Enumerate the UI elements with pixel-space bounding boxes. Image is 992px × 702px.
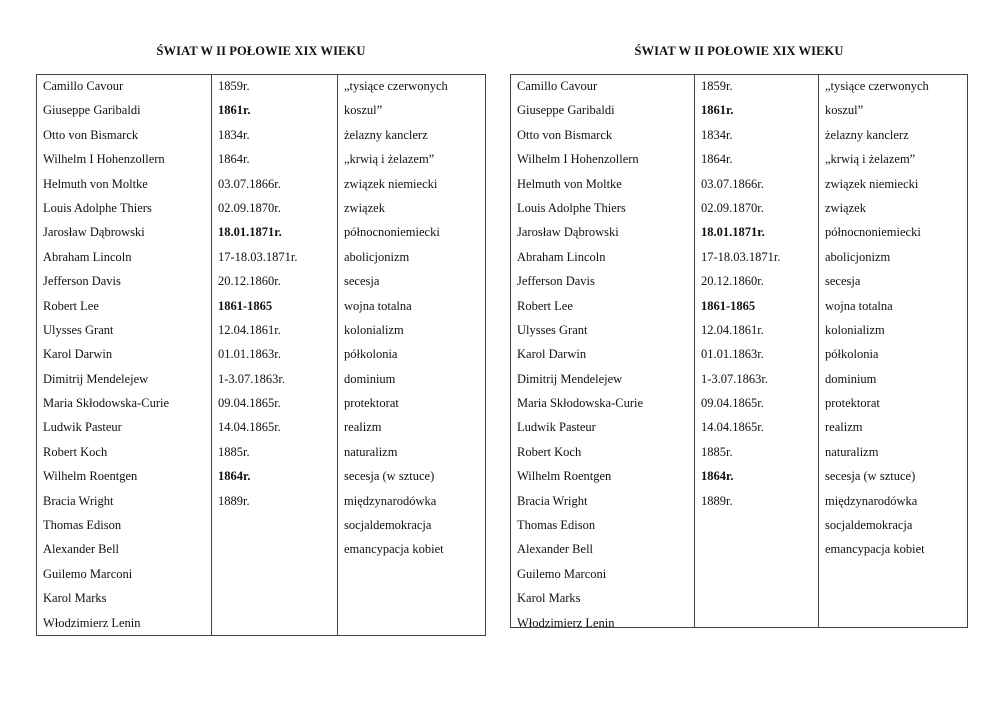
name-cell: Jefferson Davis xyxy=(43,274,121,289)
name-cell: Jefferson Davis xyxy=(517,274,595,289)
term-cell: dominium xyxy=(825,371,877,386)
name-cell: Jarosław Dąbrowski xyxy=(517,225,619,240)
date-cell: 18.01.1871r. xyxy=(701,225,765,240)
term-cell: secesja xyxy=(344,274,380,289)
name-cell: Camillo Cavour xyxy=(43,79,124,93)
term-cell: półkolonia xyxy=(344,347,398,362)
name-cell: Otto von Bismarck xyxy=(517,127,613,142)
name-cell: Alexander Bell xyxy=(43,542,120,557)
worksheet-left xyxy=(36,44,486,636)
name-cell: Bracia Wright xyxy=(43,493,114,508)
name-cell: Louis Adolphe Thiers xyxy=(517,200,626,215)
term-cell: północnoniemiecki xyxy=(825,225,921,240)
name-cell: Thomas Edison xyxy=(517,518,596,533)
terms-column xyxy=(818,75,967,627)
date-cell: 01.01.1863r. xyxy=(218,347,281,362)
date-cell: 17-18.03.1871r. xyxy=(218,249,298,264)
name-cell: Thomas Edison xyxy=(43,518,122,533)
term-cell: realizm xyxy=(344,420,382,435)
term-cell: secesja xyxy=(825,274,861,289)
date-cell: 02.09.1870r. xyxy=(218,200,281,215)
dates-column xyxy=(211,75,337,635)
date-cell: 20.12.1860r. xyxy=(218,274,281,289)
names-column xyxy=(37,75,211,635)
date-cell: 09.04.1865r. xyxy=(701,396,764,411)
date-cell: 12.04.1861r. xyxy=(701,322,764,337)
date-cell: 17-18.03.1871r. xyxy=(701,249,781,264)
date-cell: 1861r. xyxy=(701,103,734,118)
term-cell: naturalizm xyxy=(344,444,398,459)
name-cell: Robert Lee xyxy=(517,298,573,313)
date-cell: 14.04.1865r. xyxy=(218,420,281,435)
name-cell: Maria Skłodowska-Curie xyxy=(517,396,644,411)
names-column xyxy=(511,75,694,630)
name-cell: Karol Marks xyxy=(43,591,107,606)
name-cell: Louis Adolphe Thiers xyxy=(43,200,152,215)
name-cell: Otto von Bismarck xyxy=(43,127,139,142)
term-cell: kolonializm xyxy=(344,322,404,337)
term-cell: żelazny kanclerz xyxy=(344,127,428,142)
term-cell: socjaldemokracja xyxy=(825,518,913,533)
term-cell: „krwią i żelazem” xyxy=(344,152,435,167)
name-cell: Wilhelm Roentgen xyxy=(517,469,612,484)
name-cell: Ludwik Pasteur xyxy=(517,420,596,435)
term-cell: dominium xyxy=(344,371,396,386)
term-cell: protektorat xyxy=(825,396,880,411)
term-cell: „tysiące czerwonych xyxy=(344,79,448,93)
date-cell: 1861r. xyxy=(218,103,251,118)
date-cell: 1889r. xyxy=(218,493,250,508)
name-cell: Dimitrij Mendelejew xyxy=(517,371,623,386)
worksheet-table xyxy=(510,74,968,628)
date-cell: 1834r. xyxy=(701,127,733,142)
name-cell: Robert Koch xyxy=(43,444,108,459)
date-cell: 1861-1865 xyxy=(218,298,273,313)
term-cell: wojna totalna xyxy=(825,298,893,313)
term-cell: związek niemiecki xyxy=(344,176,438,191)
dates-column xyxy=(694,75,818,627)
term-cell: związek xyxy=(825,200,866,215)
name-cell: Karol Marks xyxy=(517,591,581,606)
date-cell: 1859r. xyxy=(701,79,733,93)
term-cell: secesja (w sztuce) xyxy=(825,469,916,484)
date-cell: 1864r. xyxy=(701,469,734,484)
name-cell: Abraham Lincoln xyxy=(43,249,132,264)
name-cell: Robert Koch xyxy=(517,444,582,459)
term-cell: wojna totalna xyxy=(344,298,412,313)
term-cell: kolonializm xyxy=(825,322,885,337)
name-cell: Abraham Lincoln xyxy=(517,249,606,264)
term-cell: międzynarodówka xyxy=(344,493,437,508)
name-cell: Jarosław Dąbrowski xyxy=(43,225,145,240)
name-cell: Wilhelm Roentgen xyxy=(43,469,138,484)
name-cell: Włodzimierz Lenin xyxy=(43,615,141,630)
date-cell: 09.04.1865r. xyxy=(218,396,281,411)
date-cell: 18.01.1871r. xyxy=(218,225,282,240)
worksheet-table xyxy=(36,74,486,636)
term-cell: półkolonia xyxy=(825,347,879,362)
name-cell: Wilhelm I Hohenzollern xyxy=(517,152,639,167)
date-cell: 1861-1865 xyxy=(701,298,756,313)
term-cell: emancypacja kobiet xyxy=(344,542,444,557)
date-cell: 12.04.1861r. xyxy=(218,322,281,337)
term-cell: protektorat xyxy=(344,396,399,411)
date-cell: 03.07.1866r. xyxy=(701,176,764,191)
term-cell: międzynarodówka xyxy=(825,493,918,508)
term-cell: naturalizm xyxy=(825,444,879,459)
term-cell: socjaldemokracja xyxy=(344,518,432,533)
name-cell: Ulysses Grant xyxy=(43,322,114,337)
name-cell: Giuseppe Garibaldi xyxy=(43,103,141,118)
date-cell: 02.09.1870r. xyxy=(701,200,764,215)
name-cell: Ludwik Pasteur xyxy=(43,420,122,435)
name-cell: Dimitrij Mendelejew xyxy=(43,371,149,386)
date-cell: 1864r. xyxy=(218,469,251,484)
date-cell: 03.07.1866r. xyxy=(218,176,281,191)
name-cell: Giuseppe Garibaldi xyxy=(517,103,615,118)
name-cell: Guilemo Marconi xyxy=(43,566,133,581)
date-cell: 1889r. xyxy=(701,493,733,508)
term-cell: koszul” xyxy=(825,103,864,118)
date-cell: 1-3.07.1863r. xyxy=(701,371,769,386)
term-cell: żelazny kanclerz xyxy=(825,127,909,142)
date-cell: 1885r. xyxy=(701,444,733,459)
term-cell: abolicjonizm xyxy=(825,249,891,264)
name-cell: Karol Darwin xyxy=(43,347,113,362)
date-cell: 14.04.1865r. xyxy=(701,420,764,435)
date-cell: 1864r. xyxy=(218,152,250,167)
name-cell: Guilemo Marconi xyxy=(517,566,607,581)
date-cell: 01.01.1863r. xyxy=(701,347,764,362)
terms-column xyxy=(337,75,485,635)
name-cell: Wilhelm I Hohenzollern xyxy=(43,152,165,167)
term-cell: związek xyxy=(344,200,385,215)
date-cell: 1-3.07.1863r. xyxy=(218,371,286,386)
name-cell: Helmuth von Moltke xyxy=(517,176,622,191)
term-cell: abolicjonizm xyxy=(344,249,410,264)
worksheet-title: ŚWIAT W II POŁOWIE XIX WIEKU xyxy=(634,44,844,58)
term-cell: „krwią i żelazem” xyxy=(825,152,916,167)
term-cell: „tysiące czerwonych xyxy=(825,79,929,93)
name-cell: Bracia Wright xyxy=(517,493,588,508)
term-cell: secesja (w sztuce) xyxy=(344,469,435,484)
name-cell: Robert Lee xyxy=(43,298,99,313)
date-cell: 1834r. xyxy=(218,127,250,142)
name-cell: Ulysses Grant xyxy=(517,322,588,337)
date-cell: 1885r. xyxy=(218,444,250,459)
term-cell: związek niemiecki xyxy=(825,176,919,191)
worksheet-right xyxy=(510,44,968,628)
name-cell: Maria Skłodowska-Curie xyxy=(43,396,170,411)
worksheet-title: ŚWIAT W II POŁOWIE XIX WIEKU xyxy=(156,44,366,58)
term-cell: realizm xyxy=(825,420,863,435)
date-cell: 1864r. xyxy=(701,152,733,167)
date-cell: 20.12.1860r. xyxy=(701,274,764,289)
term-cell: koszul” xyxy=(344,103,383,118)
name-cell: Helmuth von Moltke xyxy=(43,176,148,191)
name-cell: Karol Darwin xyxy=(517,347,587,362)
term-cell: emancypacja kobiet xyxy=(825,542,925,557)
name-cell: Alexander Bell xyxy=(517,542,594,557)
name-cell: Camillo Cavour xyxy=(517,79,598,93)
term-cell: północnoniemiecki xyxy=(344,225,440,240)
date-cell: 1859r. xyxy=(218,79,250,93)
name-cell: Włodzimierz Lenin xyxy=(517,615,615,630)
